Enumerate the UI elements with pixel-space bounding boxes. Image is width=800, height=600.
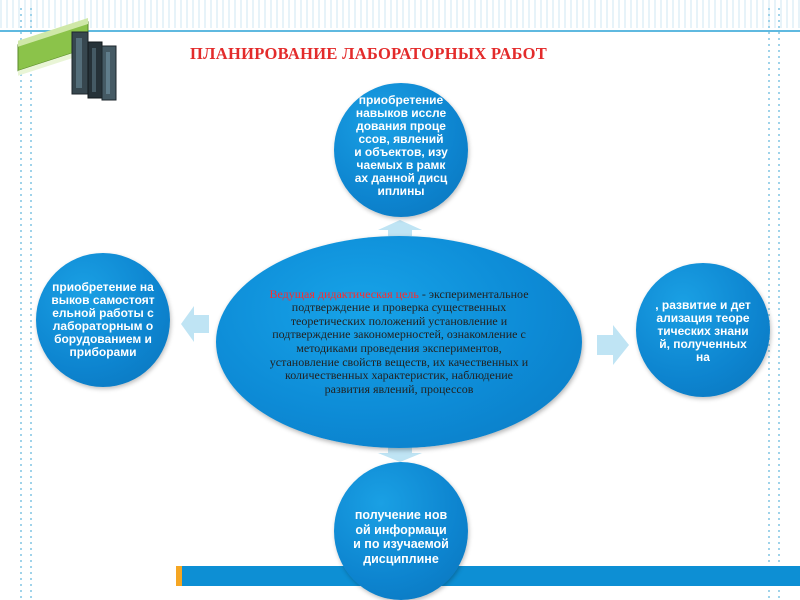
goal-circle-independent-work <box>36 253 170 387</box>
bottom-orange-accent <box>176 566 182 586</box>
right-dotted-line-2 <box>778 8 780 600</box>
page-title: ПЛАНИРОВАНИЕ ЛАБОРАТОРНЫХ РАБОТ <box>190 44 548 63</box>
central-goal-lead: Ведущая дидактическая цель <box>269 286 419 301</box>
central-goal-description: - экспериментальное подтверждение и проверка существенных теоретических положений установление и подтверждение закономерностей, ознакомление с методиками проведения экспериментов, установление свойств веществ, их качественных и количественных характеристик, наблюдение развития явлений, процессов <box>269 286 529 396</box>
right-dotted-line-1 <box>768 8 770 600</box>
arrow-left-icon <box>180 303 210 345</box>
central-goal-text <box>261 288 537 397</box>
goal-text-theory-development: , развитие и детализация теоретических знаний, полученных на <box>655 297 751 364</box>
bottom-blue-bar <box>176 566 800 586</box>
goal-circle-research-skills <box>334 83 468 217</box>
arrow-right-icon <box>596 323 630 367</box>
arrow-up-icon <box>372 219 428 237</box>
goal-circle-theory-development <box>636 263 770 397</box>
goal-text-independent-work: приобретение навыков самостоятельной работы с лабораторным оборудованием и приборами <box>51 280 155 359</box>
goal-text-research-skills: приобретение навыков исследования процессов, явлений и объектов, изучаемых в рамках данной дисциплины <box>354 93 448 198</box>
central-goal-ellipse <box>216 236 582 448</box>
goal-circle-new-information <box>334 462 468 600</box>
books-icon <box>14 8 124 108</box>
arrow-down-icon <box>372 447 428 463</box>
goal-text-new-information: получение новой информации по изучаемой дисциплине <box>353 508 449 566</box>
